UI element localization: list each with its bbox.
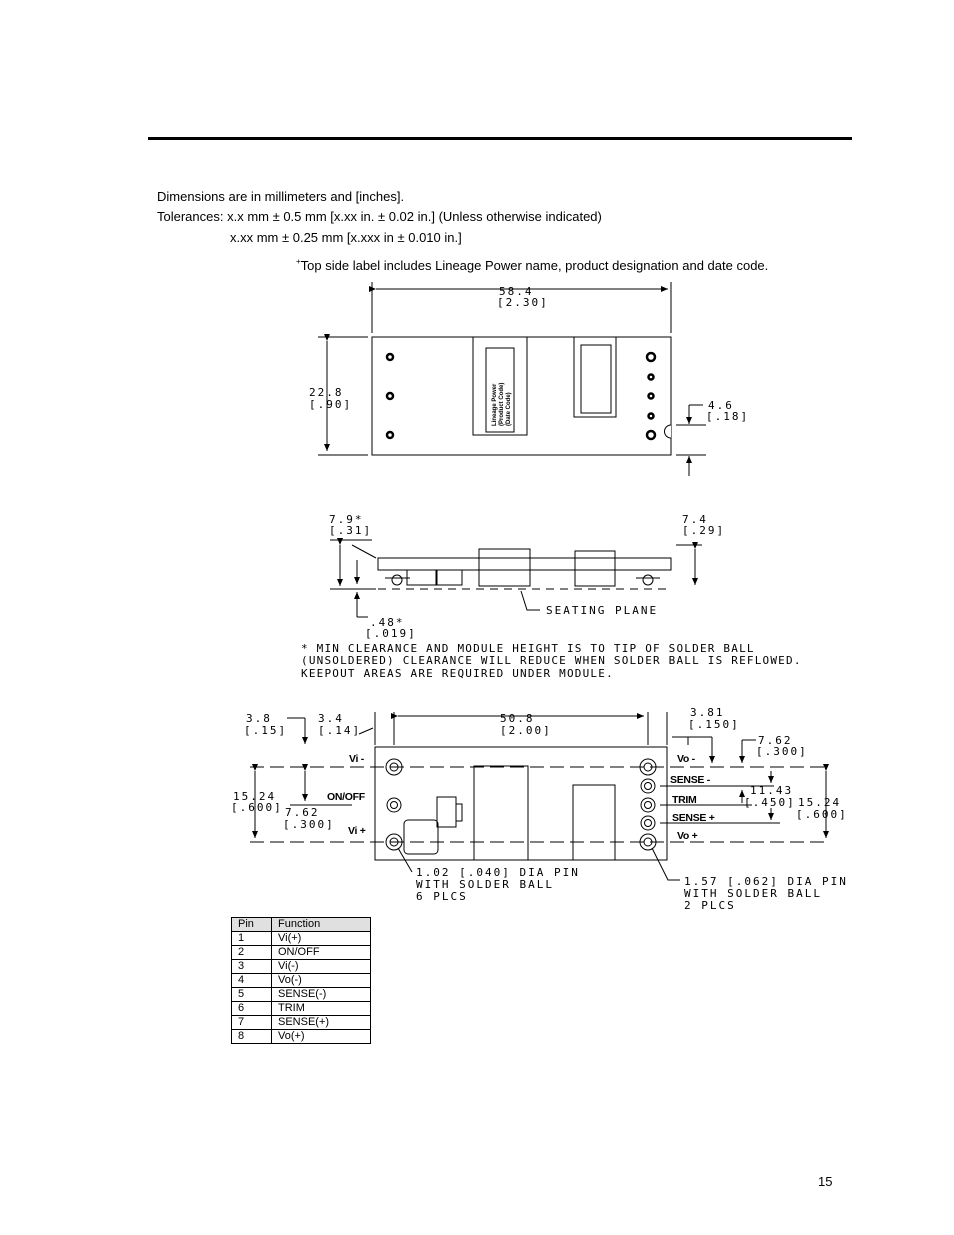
pin-label-vo-plus: Vo + [677, 830, 698, 842]
top-height-mm: 22.8 [309, 386, 344, 399]
function-column-header: Function [272, 918, 371, 932]
bottom-pin [641, 816, 655, 830]
top-pin [387, 354, 393, 360]
bottom-d9-in: [.300] [283, 818, 335, 831]
bottom-board [375, 747, 667, 860]
bottom-d2-mm: 3.4 [318, 712, 344, 725]
bottom-d3-in: [2.00] [500, 724, 552, 737]
label-note-text: Top side label includes Lineage Power name, product designation and date code. [300, 258, 769, 273]
top-pin [387, 432, 393, 438]
table-row [232, 974, 371, 988]
pin-function: Vo(-) [272, 974, 371, 988]
solder-ball [392, 575, 402, 585]
pin-label-sense-minus: SENSE - [670, 774, 710, 786]
bottom-pin [387, 798, 401, 812]
pin-number: 5 [232, 988, 272, 1002]
footnote-3: KEEPOUT AREAS ARE REQUIRED UNDER MODULE. [301, 667, 614, 680]
pin-function: SENSE(-) [272, 988, 371, 1002]
pin-number: 1 [232, 932, 272, 946]
table-row [232, 1030, 371, 1044]
side-left-height-mm: 7.9* [329, 513, 364, 526]
page-number: 15 [818, 1174, 833, 1189]
label-note-mark: + [296, 257, 301, 266]
top-notch-mm: 4.6 [708, 399, 734, 412]
top-pin [387, 393, 393, 399]
side-clearance-mm: .48* [370, 616, 405, 629]
top-pin [647, 353, 655, 361]
bottom-d8-mm: 15.24 [233, 790, 277, 803]
bottom-d4-in: [.150] [688, 718, 740, 731]
side-board [378, 558, 671, 570]
pin-number: 6 [232, 1002, 272, 1016]
top-view-board [372, 337, 671, 455]
product-label [492, 383, 512, 426]
pin-function: Vi(+) [272, 932, 371, 946]
callout-1-line-3: 6 PLCS [416, 890, 468, 903]
top-pin [649, 375, 654, 380]
pin-function: Vi(-) [272, 960, 371, 974]
pin-number: 2 [232, 946, 272, 960]
bottom-d3-mm: 50.8 [500, 712, 535, 725]
bottom-d1-mm: 3.8 [246, 712, 272, 725]
callout-2-line-3: 2 PLCS [684, 899, 736, 912]
table-row [232, 932, 371, 946]
footnote-1: * MIN CLEARANCE AND MODULE HEIGHT IS TO TIP OF SOLDER BALL [301, 642, 755, 655]
side-right-height-in: [.29] [682, 524, 726, 537]
tolerances-note-2: x.xx mm ± 0.25 mm [x.xxx in ± 0.010 in.] [230, 230, 462, 245]
bottom-d7-mm: 15.24 [798, 796, 842, 809]
pin-number: 4 [232, 974, 272, 988]
side-left-height-in: [.31] [329, 524, 373, 537]
table-row [232, 1002, 371, 1016]
solder-ball [643, 575, 653, 585]
top-width-mm: 58.4 [499, 285, 534, 298]
top-view [318, 282, 706, 476]
side-clearance-in: [.019] [365, 627, 417, 640]
top-height-in: [.90] [309, 398, 353, 411]
seating-plane-label: SEATING PLANE [546, 604, 659, 617]
table-row [232, 960, 371, 974]
bottom-d1-in: [.15] [244, 724, 288, 737]
bottom-d4-mm: 3.81 [690, 706, 725, 719]
bottom-pin [641, 779, 655, 793]
footnote-2: (UNSOLDERED) CLEARANCE WILL REDUCE WHEN SOLDER BALL IS REFLOWED. [301, 654, 802, 667]
table-row [232, 946, 371, 960]
pin-number: 8 [232, 1030, 272, 1044]
pin-number: 7 [232, 1016, 272, 1030]
bottom-d7-in: [.600] [796, 808, 848, 821]
callout-2-line-1: 1.57 [.062] DIA PIN [684, 875, 848, 888]
tolerances-note: Tolerances: x.x mm ± 0.5 mm [x.xx in. ± 0.02 in.] (Unless otherwise indicated) [157, 209, 602, 224]
top-pin [649, 394, 654, 399]
bottom-d6-mm: 11.43 [750, 784, 794, 797]
bottom-d9-mm: 7.62 [285, 806, 320, 819]
callout-2-line-2: WITH SOLDER BALL [684, 887, 822, 900]
table-row [232, 988, 371, 1002]
top-transformer [574, 337, 616, 417]
bottom-pin [641, 798, 655, 812]
pin-number: 3 [232, 960, 272, 974]
bottom-d5-in: [.300] [756, 745, 808, 758]
top-notch-in: [.18] [706, 410, 750, 423]
pin-label-vo-minus: Vo - [677, 753, 695, 765]
bottom-d6-in: [.450] [744, 796, 796, 809]
pin-label-on-off: ON/OFF [327, 791, 365, 803]
pin-function: TRIM [272, 1002, 371, 1016]
pin-function: Vo(+) [272, 1030, 371, 1044]
callout-1-line-1: 1.02 [.040] DIA PIN [416, 866, 580, 879]
pin-function-table [231, 917, 371, 1044]
callout-1-line-2: WITH SOLDER BALL [416, 878, 554, 891]
label-line-2: (Product Code) [499, 382, 505, 426]
table-row [232, 1016, 371, 1030]
label-line-3: (Date Code) [506, 392, 512, 426]
pin-label-trim: TRIM [672, 794, 697, 806]
top-pin [647, 431, 655, 439]
pin-label-vi-minus: Vi - [349, 753, 364, 765]
dimensions-note: Dimensions are in millimeters and [inches]. [157, 189, 405, 204]
pin-column-header: Pin [232, 918, 272, 932]
table-header-row [232, 918, 371, 932]
bottom-d2-in: [.14] [318, 724, 362, 737]
pin-label-sense-plus: SENSE + [672, 812, 715, 824]
bottom-d5-mm: 7.62 [758, 734, 793, 747]
top-width-in: [2.30] [497, 296, 549, 309]
pin-function: ON/OFF [272, 946, 371, 960]
top-pin [649, 414, 654, 419]
label-line-1: Lineage Power [492, 383, 498, 426]
pin-function: SENSE(+) [272, 1016, 371, 1030]
side-right-height-mm: 7.4 [682, 513, 708, 526]
bottom-d8-in: [.600] [231, 801, 283, 814]
pin-label-vi-plus: Vi + [348, 825, 366, 837]
